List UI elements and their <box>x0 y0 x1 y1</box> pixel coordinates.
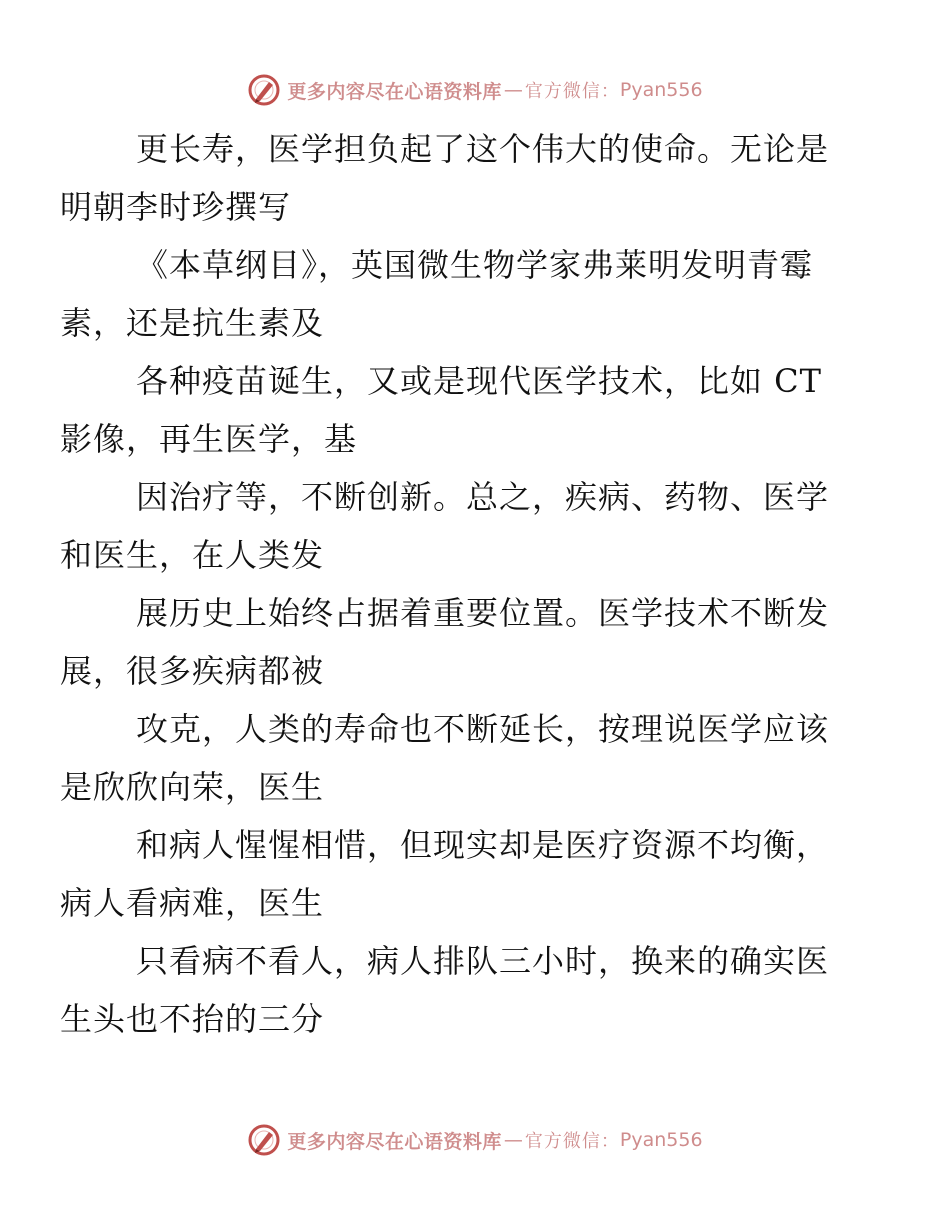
paragraph-line-continued: 是欣欣向荣，医生 <box>60 768 325 806</box>
paragraph-line: 攻克，人类的寿命也不断延长，按理说医学应该 <box>136 710 830 748</box>
footer-watermark <box>0 1120 950 1160</box>
paragraph-line: 只看病不看人，病人排队三小时，换来的确实医 <box>136 942 830 980</box>
watermark-separator: — <box>503 79 523 101</box>
paragraph-line-continued: 影像，再生医学，基 <box>60 420 358 458</box>
header-watermark <box>0 70 950 110</box>
pen-circle-logo-icon <box>247 73 281 107</box>
paragraph <box>60 932 858 1048</box>
paragraph-line: 更长寿，医学担负起了这个伟大的使命。无论是 <box>136 130 830 168</box>
paragraph-line-continued: 明朝李时珍撰写 <box>60 188 292 226</box>
paragraph-line: 各种疫苗诞生，又或是现代医学技术，比如 CT <box>136 362 823 400</box>
paragraph <box>60 120 858 236</box>
paragraph-line-continued: 素，还是抗生素及 <box>60 304 325 342</box>
document-body <box>60 120 858 1048</box>
watermark-wechat-id: Pyan556 <box>619 1129 703 1151</box>
paragraph <box>60 584 858 700</box>
watermark-wechat-id: Pyan556 <box>619 79 703 101</box>
paragraph-line-continued: 生头也不抬的三分 <box>60 1000 325 1038</box>
paragraph-line: 和病人惺惺相惜，但现实却是医疗资源不均衡， <box>136 826 830 864</box>
watermark-text: 更多内容尽在心语资料库 <box>287 1130 502 1153</box>
paragraph <box>60 468 858 584</box>
watermark-wechat-label: 官方微信： <box>524 81 620 102</box>
watermark-wechat-label: 官方微信： <box>524 1131 620 1152</box>
paragraph <box>60 236 858 352</box>
paragraph <box>60 700 858 816</box>
paragraph-line-continued: 和医生，在人类发 <box>60 536 325 574</box>
pen-circle-logo-icon <box>247 1123 281 1157</box>
paragraph-line-continued: 展，很多疾病都被 <box>60 652 325 690</box>
paragraph <box>60 816 858 932</box>
watermark-text: 更多内容尽在心语资料库 <box>287 80 502 103</box>
watermark-separator: — <box>503 1129 523 1151</box>
paragraph-line: 《本草纲目》，英国微生物学家弗莱明发明青霉 <box>136 246 814 284</box>
paragraph <box>60 352 858 468</box>
paragraph-line: 因治疗等，不断创新。总之，疾病、药物、医学 <box>136 478 830 516</box>
paragraph-line-continued: 病人看病难，医生 <box>60 884 325 922</box>
paragraph-line: 展历史上始终占据着重要位置。医学技术不断发 <box>136 594 830 632</box>
